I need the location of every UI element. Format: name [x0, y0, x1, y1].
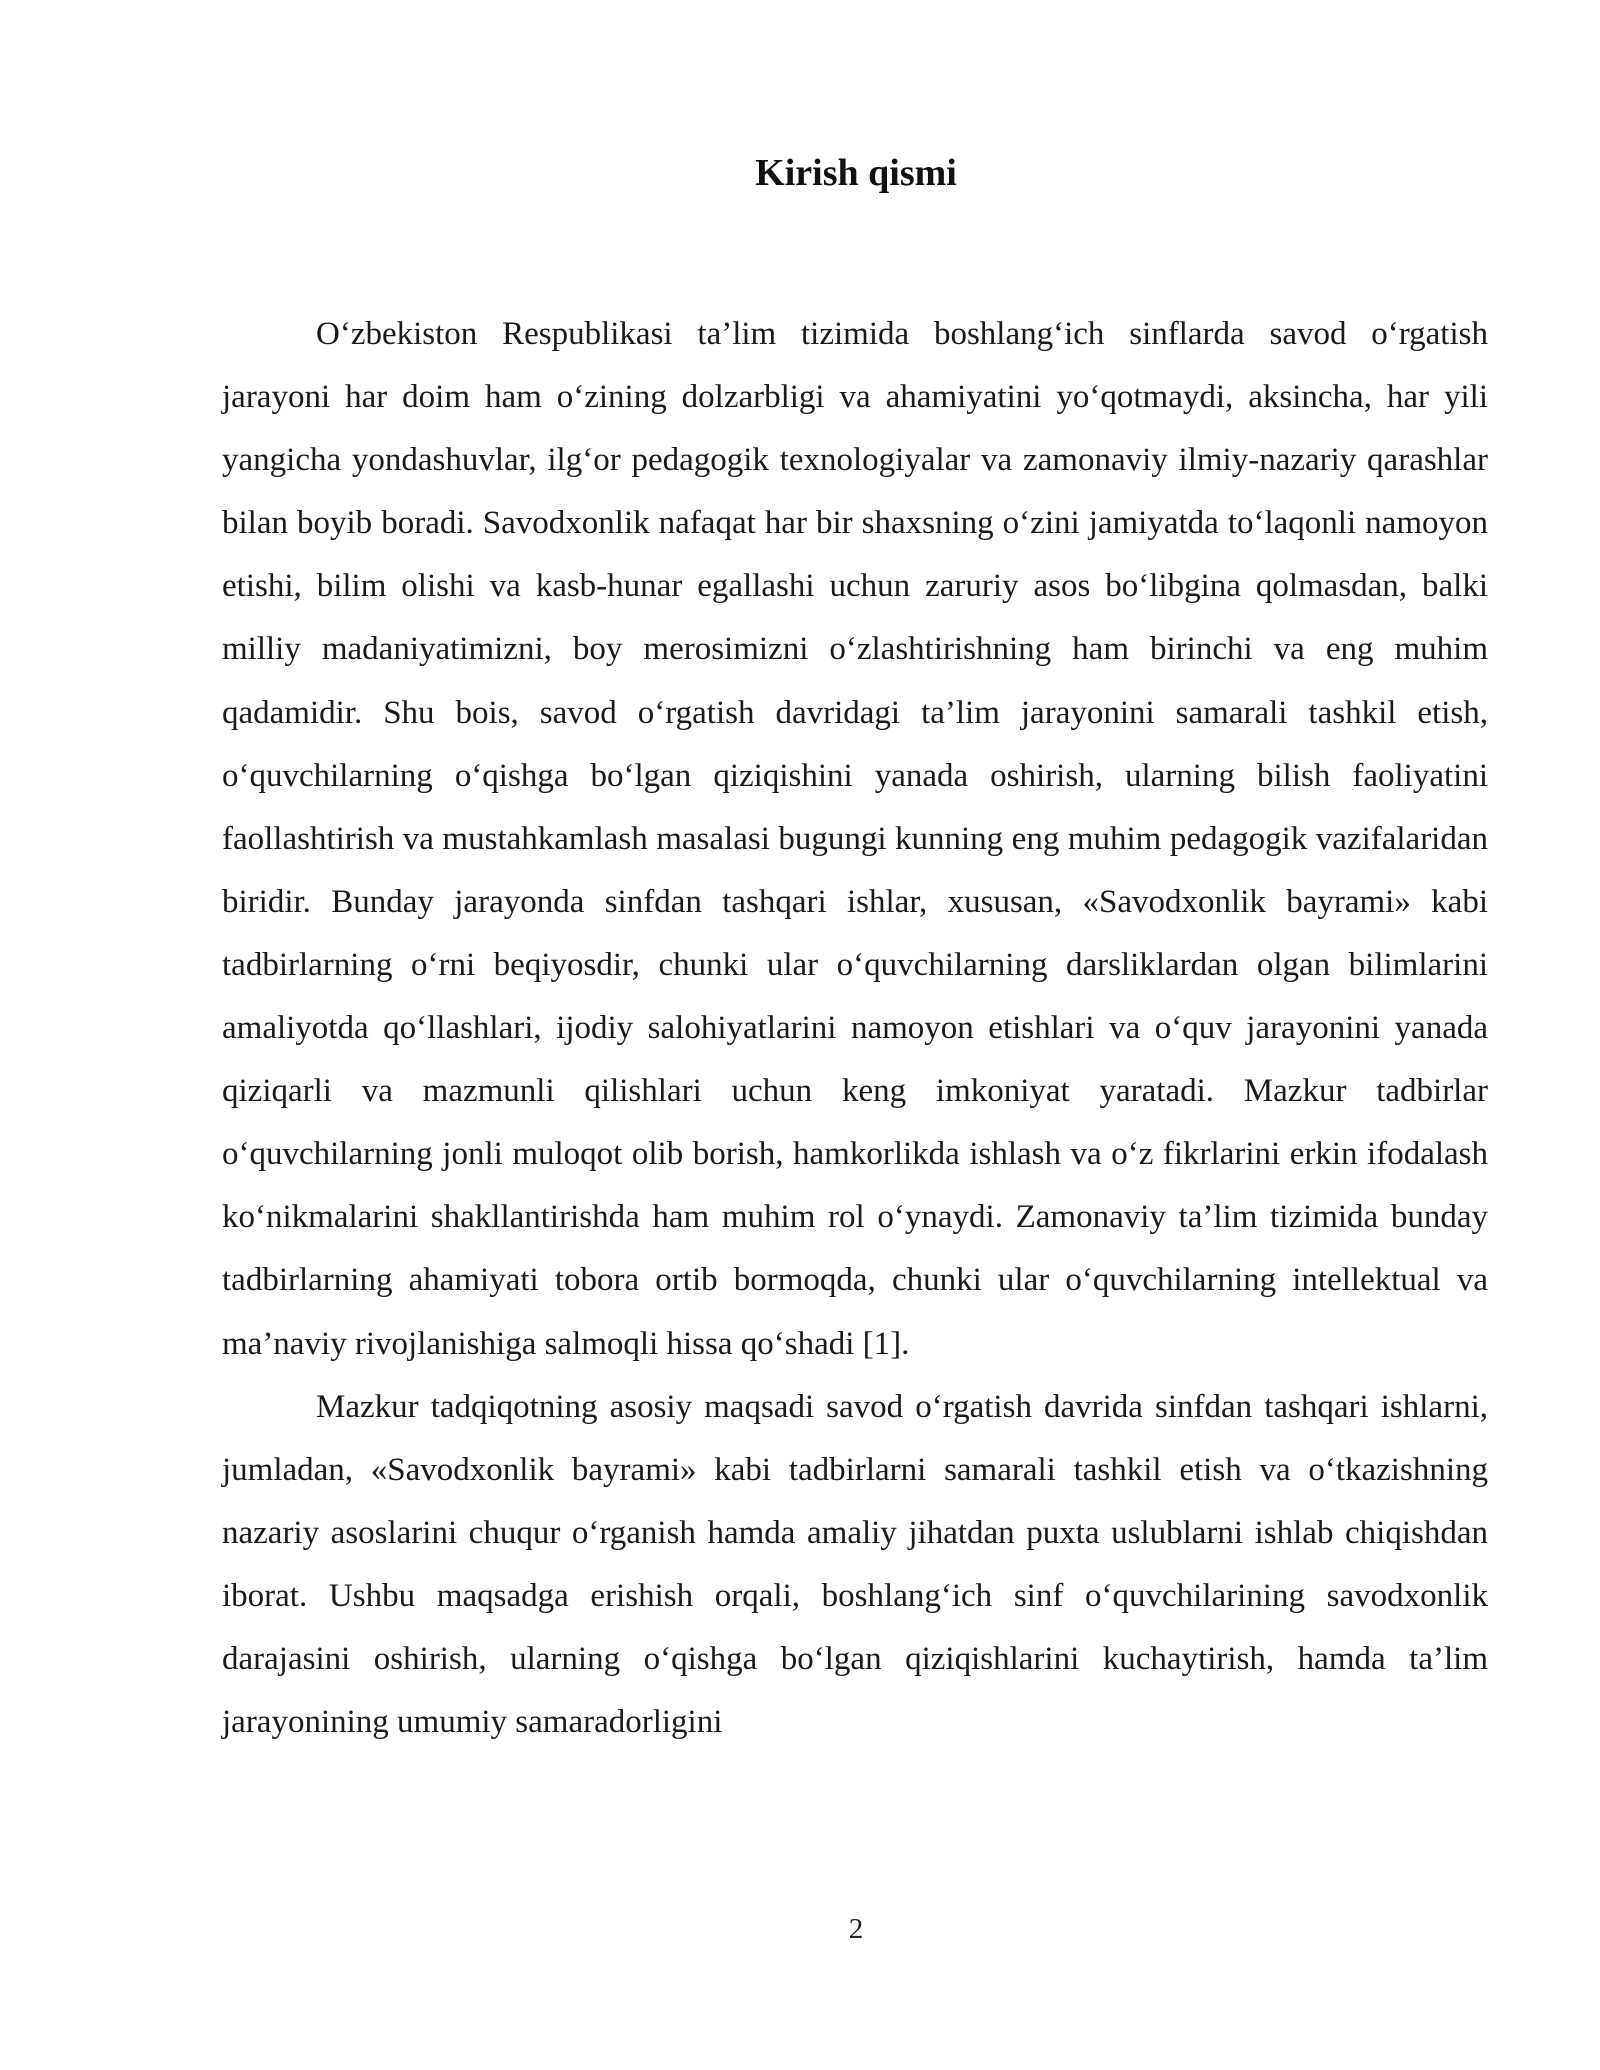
paragraph-2: Mazkur tadqiqotning asosiy maqsadi savod o‘rgatish davrida sinfdan tashqari ishlarni, jumladan, «Savodxonlik bayrami» kabi tadbirlarni samarali tashkil etish va o‘tkazishning nazariy asoslarini chuqur o‘rganish hamda amaliy jihatdan puxta uslublarni ishlab chiqishdan iborat. Ushbu maqsadga erishish orqali, boshlang‘ich sinf o‘quvchilarining savodxonlik darajasini oshirish, ularning o‘qishga bo‘lgan qiziqishlarini kuchaytirish, hamda ta’lim jarayonining umumiy samaradorligini: [222, 1388, 1488, 1741]
body-text: [222, 303, 1488, 1754]
page-title: Kirish qismi: [755, 152, 957, 194]
page-number: 2: [848, 1913, 864, 1945]
paragraph-1: O‘zbekiston Respublikasi ta’lim tizimida boshlang‘ich sinflarda savod o‘rgatish jarayoni har doim ham o‘zining dolzarbligi va ahamiyatini yo‘qotmaydi, aksincha, har yili yangicha yondashuvlar, ilg‘or pedagogik texnologiyalar va zamonaviy ilmiy-nazariy qarashlar bilan boyib boradi. Savodxonlik nafaqat har bir shaxsning o‘zini jamiyatda to‘laqonli namoyon etishi, bilim olishi va kasb-hunar egallashi uchun zaruriy asos bo‘libgina qolmasdan, balki milliy madaniyatimizni, boy merosimizni o‘zlashtirishning ham birinchi va eng muhim qadamidir. Shu bois, savod o‘rgatish davridagi ta’lim jarayonini samarali tashkil etish, o‘quvchilarning o‘qishga bo‘lgan qiziqishini yanada oshirish, ularning bilish faoliyatini faollashtirish va mustahkamlash masalasi bugungi kunning eng muhim pedagogik vazifalaridan biridir. Bunday jarayonda sinfdan tashqari ishlar, xususan, «Savodxonlik bayrami» kabi tadbirlarning o‘rni beqiyosdir, chunki ular o‘quvchilarning darsliklardan olgan bilimlarini amaliyotda qo‘llashlari, ijodiy salohiyatlarini namoyon etishlari va o‘quv jarayonini yanada qiziqarli va mazmunli qilishlari uchun keng imkoniyat yaratadi. Mazkur tadbirlar o‘quvchilarning jonli muloqot olib borish, hamkorlikda ishlash va o‘z fikrlarini erkin ifodalash ko‘nikmalarini shakllantirishda ham muhim rol o‘ynaydi. Zamonaviy ta’lim tizimida bunday tadbirlarning ahamiyati tobora ortib bormoqda, chunki ular o‘quvchilarning intellektual va ma’naviy rivojlanishiga salmoqli hissa qo‘shadi [1].: [222, 316, 1488, 1362]
